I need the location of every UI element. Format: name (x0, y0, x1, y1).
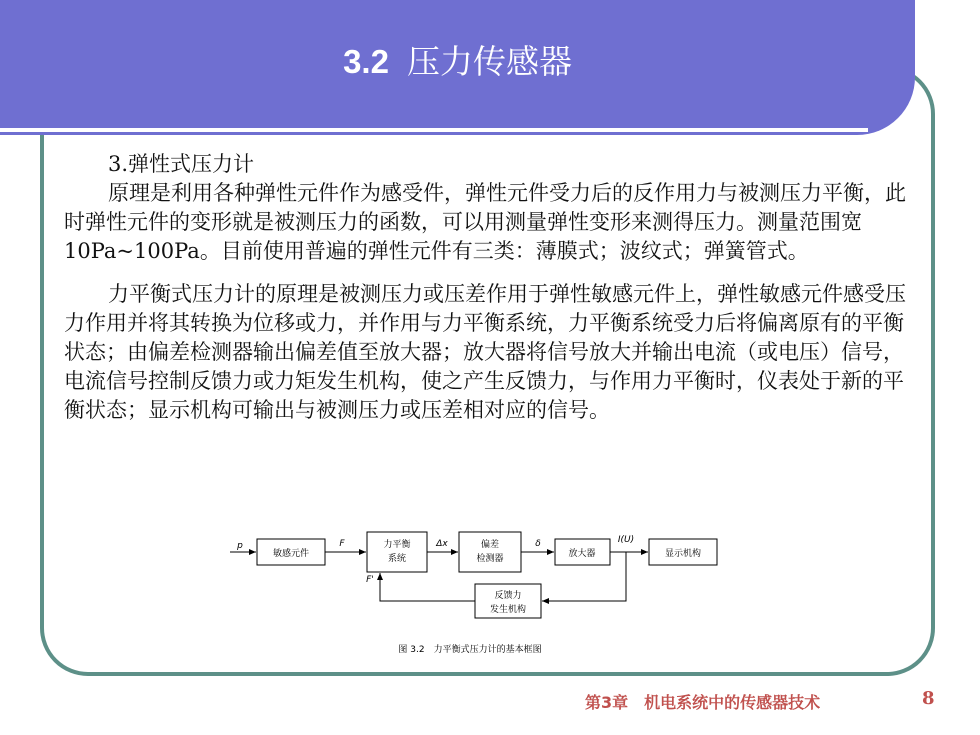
displacement-label: Δx (436, 539, 448, 549)
feedback-label-1: 反馈力 (494, 591, 522, 601)
balance-label-1: 力平衡 (383, 540, 411, 550)
title-label: 压力传感器 (406, 42, 572, 81)
amplifier-label: 放大器 (568, 549, 596, 559)
paragraph-force-balance: 力平衡式压力计的原理是被测压力或压差作用于弹性敏感元件上，弹性敏感元件感受压力作用并将其转换为位移或力，并作用与力平衡系统，力平衡系统受力后将偏离原有的平衡状态；由偏差检测器输出偏差值至放大器；放大器将信号放大并输出电流（或电压）信号，电流信号控制反馈力或力矩发生机构，使之产生反馈力，与作用力平衡时，仪表处于新的平衡状态；显示机构可输出与被测压力或压差相对应的信号。 (64, 282, 906, 422)
slide-body (64, 150, 914, 425)
feedback-force-label: F' (366, 575, 374, 585)
feedback-line-out (380, 573, 475, 601)
detector-label-1: 偏差 (480, 540, 500, 550)
display-label: 显示机构 (664, 549, 702, 559)
balance-block (367, 532, 427, 572)
title-underline (0, 128, 868, 132)
page-number: 8 (922, 688, 935, 709)
current-label: I(U) (617, 535, 635, 545)
force-label: F (339, 539, 345, 549)
slide-title (0, 40, 915, 84)
block-diagram (230, 522, 730, 662)
footer-chapter: 第3章 机电系统中的传感器技术 (585, 693, 821, 712)
deviation-label: δ (535, 539, 541, 549)
balance-label-2: 系统 (387, 554, 407, 564)
title-number: 3.2 (343, 43, 389, 80)
diagram-caption: 图 3.2 力平衡式压力计的基本框图 (398, 645, 542, 655)
detector-block (459, 532, 521, 572)
detector-label-2: 检测器 (476, 554, 504, 564)
feedback-label-2: 发生机构 (489, 605, 527, 615)
subheading: 3.弹性式压力计 (108, 152, 255, 176)
title-band (0, 0, 915, 135)
input-label: p (237, 541, 243, 551)
sensor-label: 敏感元件 (272, 549, 310, 559)
paragraph-principle: 原理是利用各种弹性元件作为感受件，弹性元件受力后的反作用力与被测压力平衡，此时弹性元件的变形就是被测压力的函数，可以用测量弹性变形来测得压力。测量范围宽10Pa~100Pa。目前使用普遍的弹性元件有三类：薄膜式；波纹式；弹簧管式。 (64, 181, 906, 263)
